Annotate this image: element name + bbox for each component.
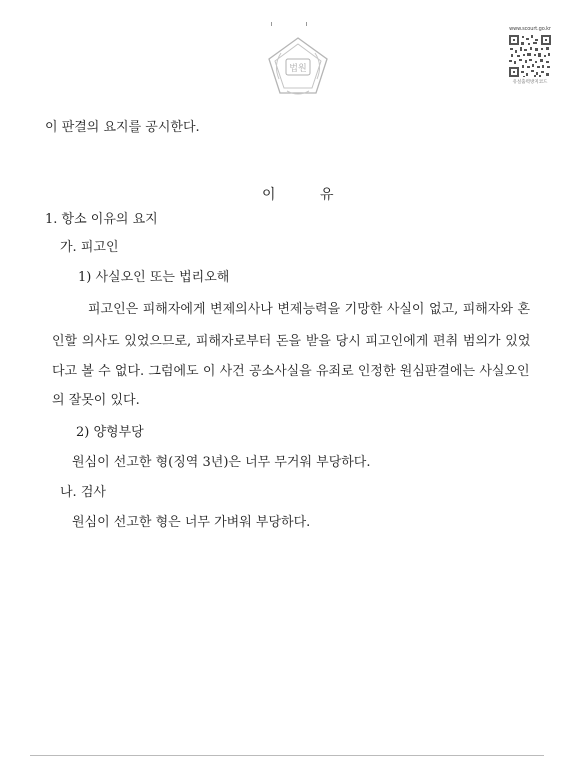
paragraph-line: 다고 볼 수 없다. 그럼에도 이 사건 공소사실을 유죄로 인정한 원심판결에는 사실오인 — [52, 364, 530, 379]
intro-text: 이 판결의 요지를 공시한다. — [45, 120, 200, 135]
item-heading-sentencing: 2) 양형부당 — [76, 425, 144, 440]
bottom-divider — [30, 755, 544, 756]
seal-text: 법원 — [289, 64, 307, 74]
qr-url: www.scourt.go.kr — [509, 26, 551, 32]
qr-caption: 유실출력방지코드 — [512, 80, 548, 85]
title-left: 이 — [262, 187, 276, 203]
subheading-defendant: 가. 피고인 — [60, 240, 119, 255]
qr-block — [504, 26, 556, 85]
court-seal-icon — [265, 35, 331, 101]
item-heading-fact-error: 1) 사실오인 또는 법리오해 — [78, 270, 230, 285]
scan-mark — [271, 22, 272, 26]
subheading-prosecutor: 나. 검사 — [60, 485, 106, 500]
sentencing-text: 원심이 선고한 형(징역 3년)은 너무 무거워 부당하다. — [72, 455, 371, 470]
paragraph-line: 피고인은 피해자에게 변제의사나 변제능력을 기망한 사실이 없고, 피해자와 혼 — [88, 302, 531, 317]
paragraph-line: 인할 의사도 있었으므로, 피해자로부터 돈을 받을 당시 피고인에게 편취 범의가 있었 — [52, 334, 531, 349]
scan-mark — [306, 22, 307, 26]
prosecutor-text: 원심이 선고한 형은 너무 가벼워 부당하다. — [72, 515, 311, 530]
qr-code-icon — [508, 34, 552, 78]
title-right: 유 — [320, 187, 334, 203]
paragraph-line: 의 잘못이 있다. — [52, 393, 140, 408]
section-heading: 1. 항소 이유의 요지 — [45, 212, 158, 227]
